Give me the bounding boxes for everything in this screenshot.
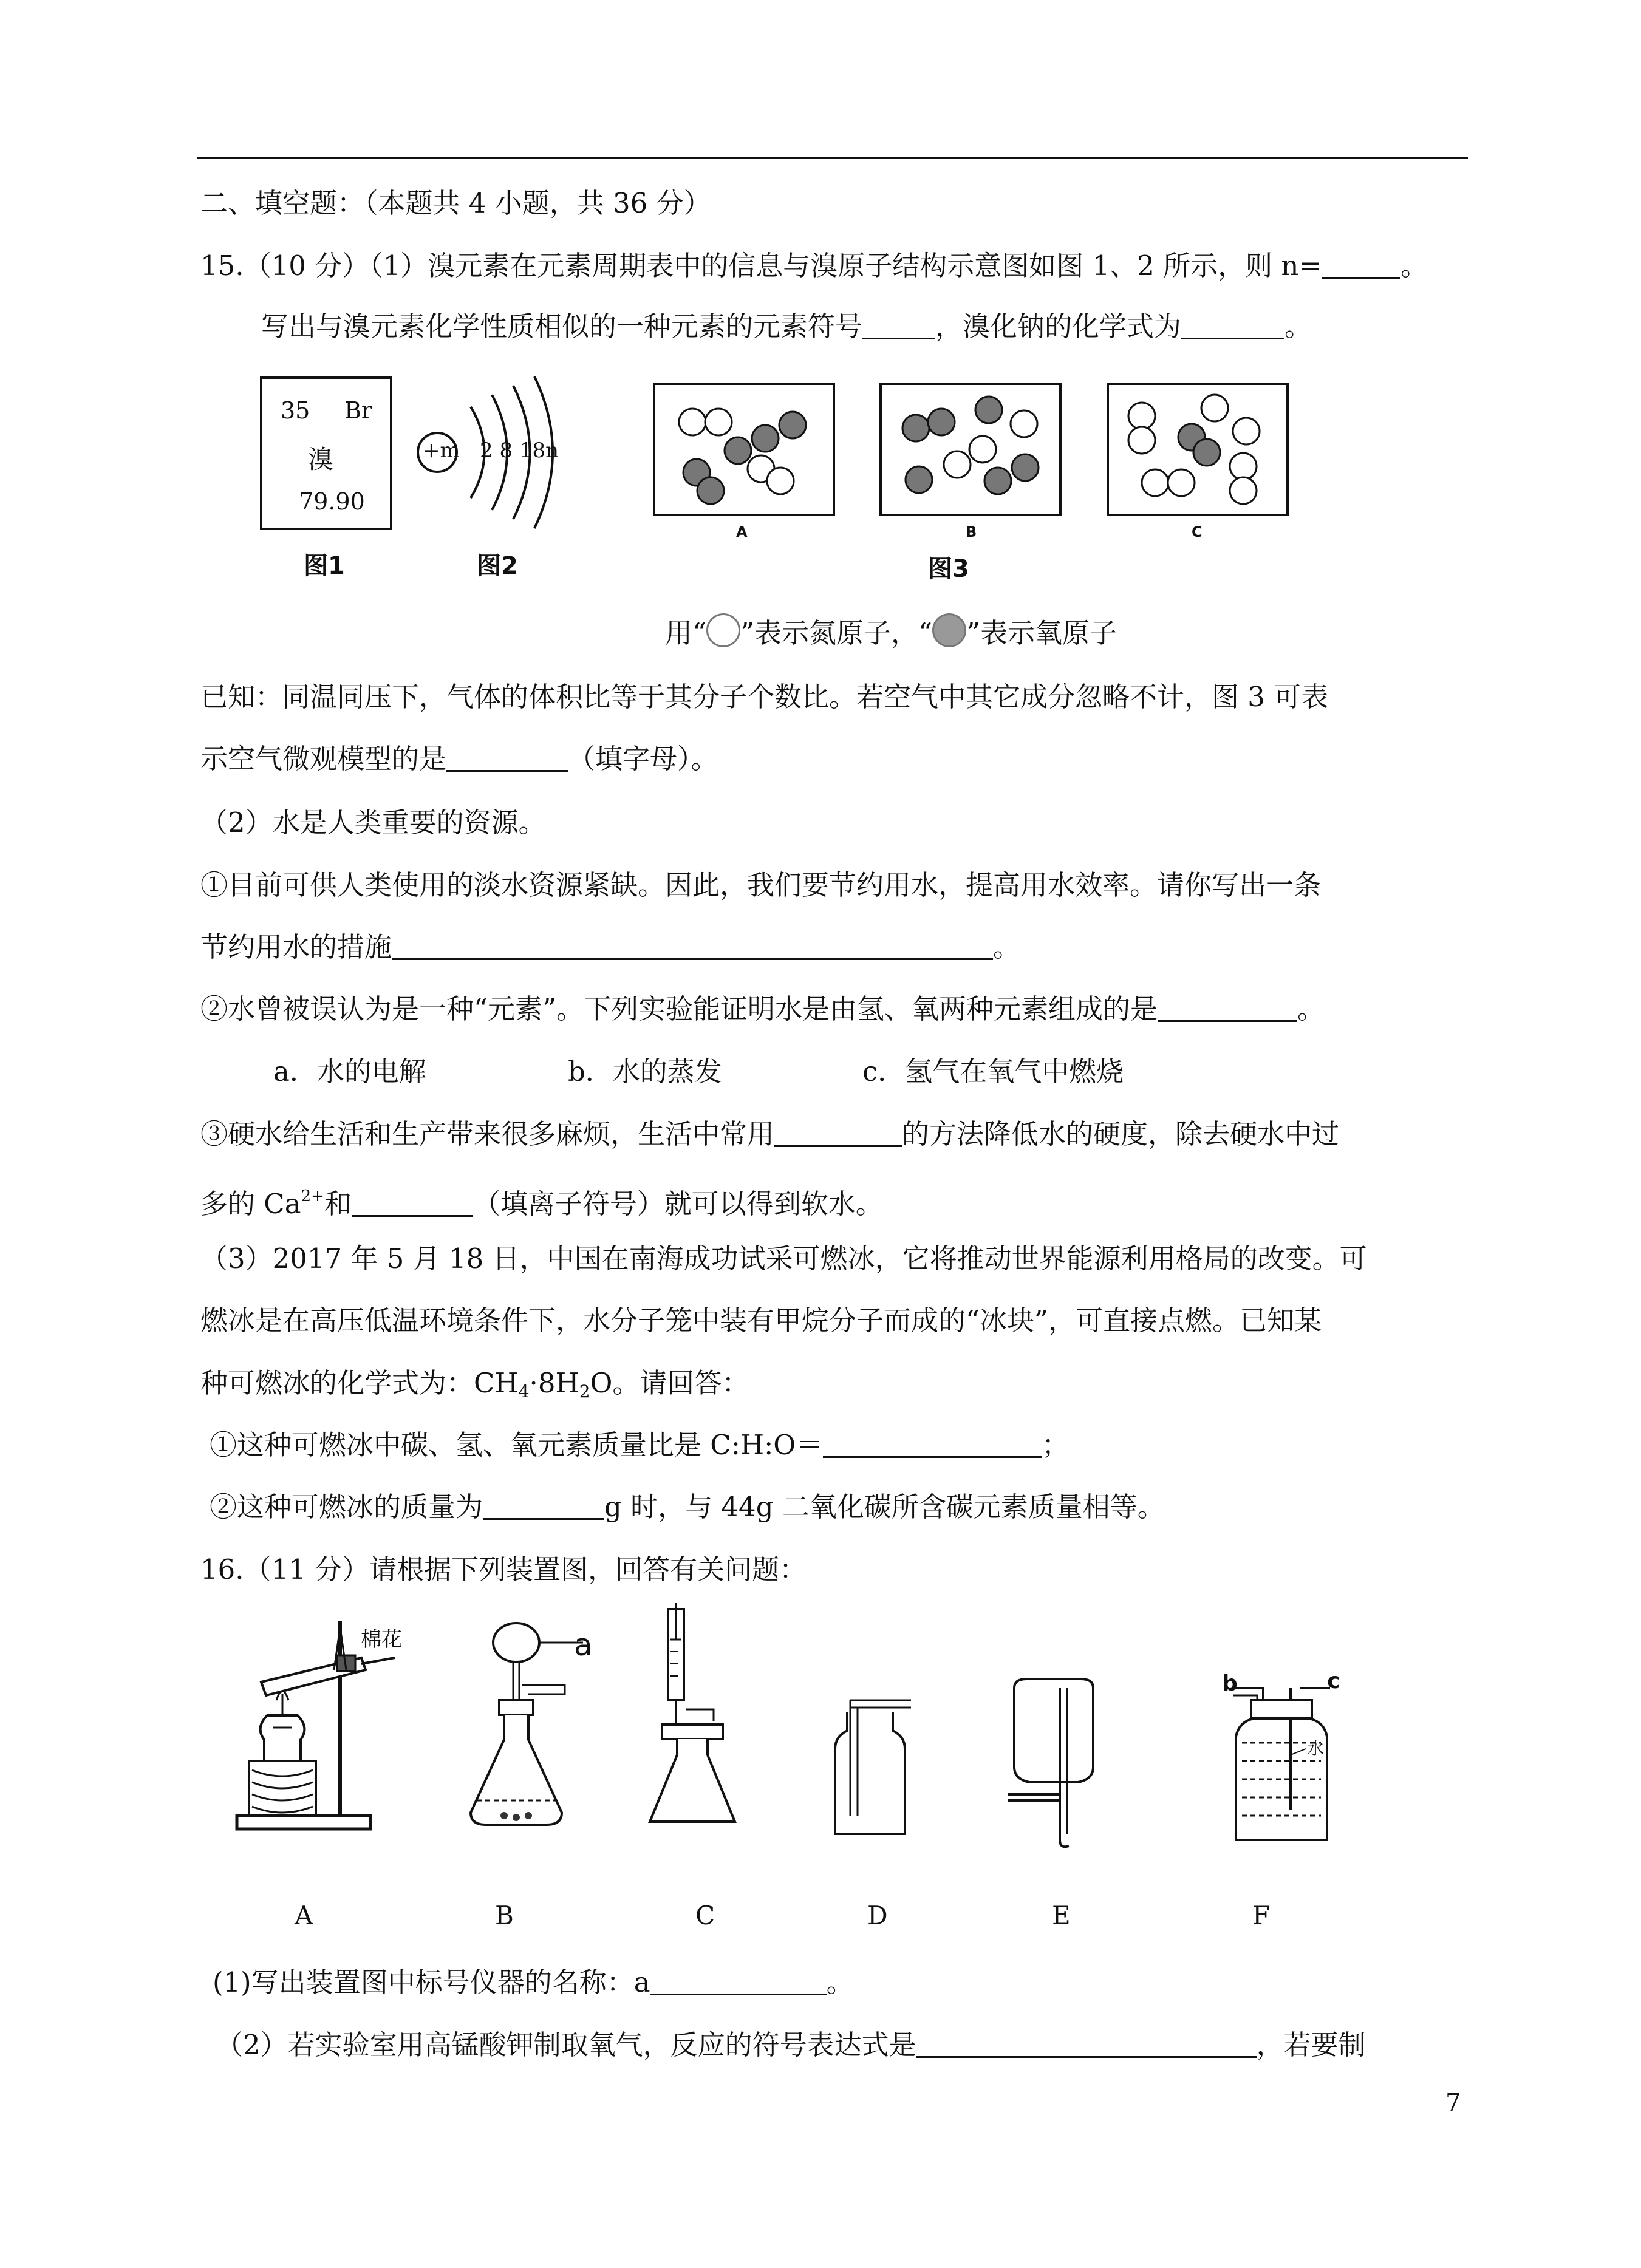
q16-p2b: ，若要制	[1256, 2029, 1366, 2061]
q15-part3-line2: 燃冰是在高压低温环境条件下，水分子笼中装有甲烷分子而成的“冰块”，可直接点燃。已知某	[200, 1304, 1322, 1337]
oxygen-atom-icon	[932, 613, 966, 647]
fig3-label-a: A	[736, 523, 748, 540]
q15-line1-end: 。	[1400, 250, 1428, 282]
q15-p2-3-line2	[200, 1178, 883, 1222]
ca-charge: 2+	[301, 1187, 324, 1205]
q15-line2-a: 写出与溴元素化学性质相似的一种元素的元素符号	[261, 310, 863, 342]
q15-p2-3a: ③硬水给生活和生产带来很多麻烦，生活中常用	[200, 1118, 775, 1150]
h2o-subscript: 2	[579, 1381, 590, 1401]
nitrogen-atom-icon	[706, 613, 740, 647]
answer-blank-equation[interactable]	[916, 2032, 1257, 2058]
answer-blank-instrument-a[interactable]	[650, 1969, 827, 1995]
q15-part3-4end: ；	[1042, 1429, 1070, 1461]
q15-p2-3c: 多的 Ca	[200, 1188, 301, 1220]
fig3-panel-b	[879, 383, 1062, 516]
q15-p2-3d: 和	[324, 1188, 352, 1220]
apparatus-label-d: D	[867, 1901, 888, 1930]
q15-p2-3e: （填离子符号）就可以得到软水。	[473, 1188, 883, 1220]
q15-known-2b: （填字母）。	[568, 743, 718, 775]
q15-known-line1: 已知：同温同压下，气体的体积比等于其分子个数比。若空气中其它成分忽略不计，图 3 可表	[200, 681, 1329, 713]
label-c-outlet: c	[1327, 1669, 1340, 1694]
apparatus-label-c: C	[695, 1901, 715, 1930]
answer-blank-n[interactable]	[1322, 253, 1400, 279]
q16-p1end: 。	[826, 1966, 854, 1998]
q15-line1-text: 15.（10 分）（1）溴元素在元素周期表中的信息与溴原子结构示意图如图 1、2 所示，则 n=	[200, 250, 1322, 282]
legend-text-c: ”表示氧原子	[966, 617, 1117, 649]
q15-p2-2end: 。	[1297, 993, 1325, 1025]
element-symbol: Br	[344, 397, 373, 424]
page-number: 7	[1445, 2089, 1461, 2117]
atom-legend	[665, 613, 1117, 652]
q15-part3-line1: （3）2017 年 5 月 18 日，中国在南海成功试采可燃冰，它将推动世界能源利用格局的改变。可	[200, 1242, 1367, 1275]
q15-part3-line3	[200, 1365, 749, 1410]
fig3-label-b: B	[966, 523, 977, 540]
q15-p2-1a: ①目前可供人类使用的淡水资源紧缺。因此，我们要节约用水，提高用水效率。请你写出一条	[200, 869, 1322, 901]
q16-title: 16.（11 分）请根据下列装置图，回答有关问题：	[200, 1553, 807, 1585]
q16-p2-line	[216, 2027, 1366, 2063]
q15-p2-1b: 节约用水的措施	[200, 931, 392, 963]
q16-p1a: (1)写出装置图中标号仪器的名称：a	[213, 1966, 650, 1998]
q15-option-a: a．水的电解	[273, 1055, 426, 1088]
q15-line1	[200, 248, 1428, 284]
answer-blank-save-water[interactable]	[392, 934, 993, 960]
label-a-funnel: a	[574, 1627, 593, 1663]
section-title: 二、填空题：（本题共 4 小题，共 36 分）	[200, 187, 711, 219]
answer-blank-symbol[interactable]	[862, 313, 935, 339]
label-b-inlet: b	[1222, 1671, 1238, 1696]
q15-part3-3c: O。请回答：	[590, 1367, 749, 1399]
answer-blank-ice-mass[interactable]	[483, 1494, 604, 1520]
q15-line2-b: ，溴化钠的化学式为	[935, 310, 1182, 342]
apparatus-b-funnel-flask	[462, 1618, 619, 1840]
q15-known-line2	[200, 741, 718, 777]
cotton-label: 棉花	[361, 1627, 402, 1652]
q15-part3-5a: ②这种可燃冰的质量为	[210, 1491, 483, 1523]
apparatus-e-inverted-bottle	[1002, 1676, 1105, 1852]
atomic-number: 35	[281, 397, 310, 424]
legend-text-a: 用“	[665, 617, 707, 649]
answer-blank-air-model[interactable]	[446, 746, 568, 772]
q15-line2-end: 。	[1284, 310, 1312, 342]
q15-part2-title: （2）水是人类重要的资源。	[200, 806, 546, 839]
q15-line2	[261, 308, 1312, 345]
fig3-panel-c	[1107, 383, 1289, 516]
q15-part3-3b: ·8H	[529, 1367, 579, 1399]
label-water: 水	[1307, 1738, 1325, 1759]
q15-option-c: c．氢气在氧气中燃烧	[862, 1055, 1124, 1088]
apparatus-label-a: A	[295, 1901, 313, 1930]
q15-p2-2a: ②水曾被误认为是一种“元素”。下列实验能证明水是由氢、氧两种元素组成的是	[200, 993, 1158, 1025]
apparatus-label-e: E	[1052, 1901, 1071, 1930]
fig1-caption: 图1	[304, 552, 345, 580]
q15-part3-4a: ①这种可燃冰中碳、氢、氧元素质量比是 C:H:O＝	[210, 1429, 824, 1461]
q15-p2-3b: 的方法降低水的硬度，除去硬水中过	[902, 1118, 1340, 1150]
apparatus-label-b: B	[495, 1901, 514, 1930]
answer-blank-water-composition[interactable]	[1158, 996, 1297, 1022]
fig2-caption: 图2	[477, 552, 518, 580]
q15-part3-line5	[210, 1489, 1165, 1525]
element-name: 溴	[308, 444, 334, 474]
q16-p1-line	[213, 1964, 854, 2001]
nucleus-charge: +m	[423, 438, 460, 463]
legend-text-b: ”表示氮原子，“	[740, 617, 933, 649]
fig3-panel-a	[653, 383, 835, 516]
answer-blank-softening-method[interactable]	[774, 1121, 902, 1147]
q15-part3-5b: g 时，与 44g 二氧化碳所含碳元素质量相等。	[604, 1491, 1165, 1523]
fig3-caption: 图3	[928, 555, 969, 583]
q15-p2-2-line	[200, 991, 1325, 1027]
q15-p2-3-line1	[200, 1116, 1339, 1153]
q15-part3-3a: 种可燃冰的化学式为：CH	[200, 1367, 519, 1399]
fig1-element-cell	[260, 376, 392, 530]
q15-known-2a: 示空气微观模型的是	[200, 743, 447, 775]
q15-p2-1end: 。	[993, 931, 1021, 963]
answer-blank-nabr[interactable]	[1181, 313, 1284, 339]
shell-electrons: 2 8 18n	[480, 438, 559, 463]
q15-part3-line4	[210, 1427, 1069, 1463]
atomic-mass: 79.90	[299, 488, 365, 515]
header-rule	[197, 157, 1468, 159]
ch4-subscript: 4	[518, 1381, 530, 1401]
q16-p2a: （2）若实验室用高锰酸钾制取氧气，反应的符号表达式是	[216, 2029, 916, 2061]
q15-option-b: b．水的蒸发	[568, 1055, 722, 1088]
q15-p2-1b-line	[200, 929, 1020, 965]
fig3-label-c: C	[1192, 523, 1203, 540]
apparatus-d-bottle	[826, 1694, 917, 1840]
apparatus-label-f: F	[1252, 1901, 1271, 1930]
answer-blank-ion[interactable]	[352, 1191, 473, 1217]
answer-blank-mass-ratio[interactable]	[823, 1432, 1042, 1458]
apparatus-c-syringe-flask	[644, 1603, 777, 1840]
